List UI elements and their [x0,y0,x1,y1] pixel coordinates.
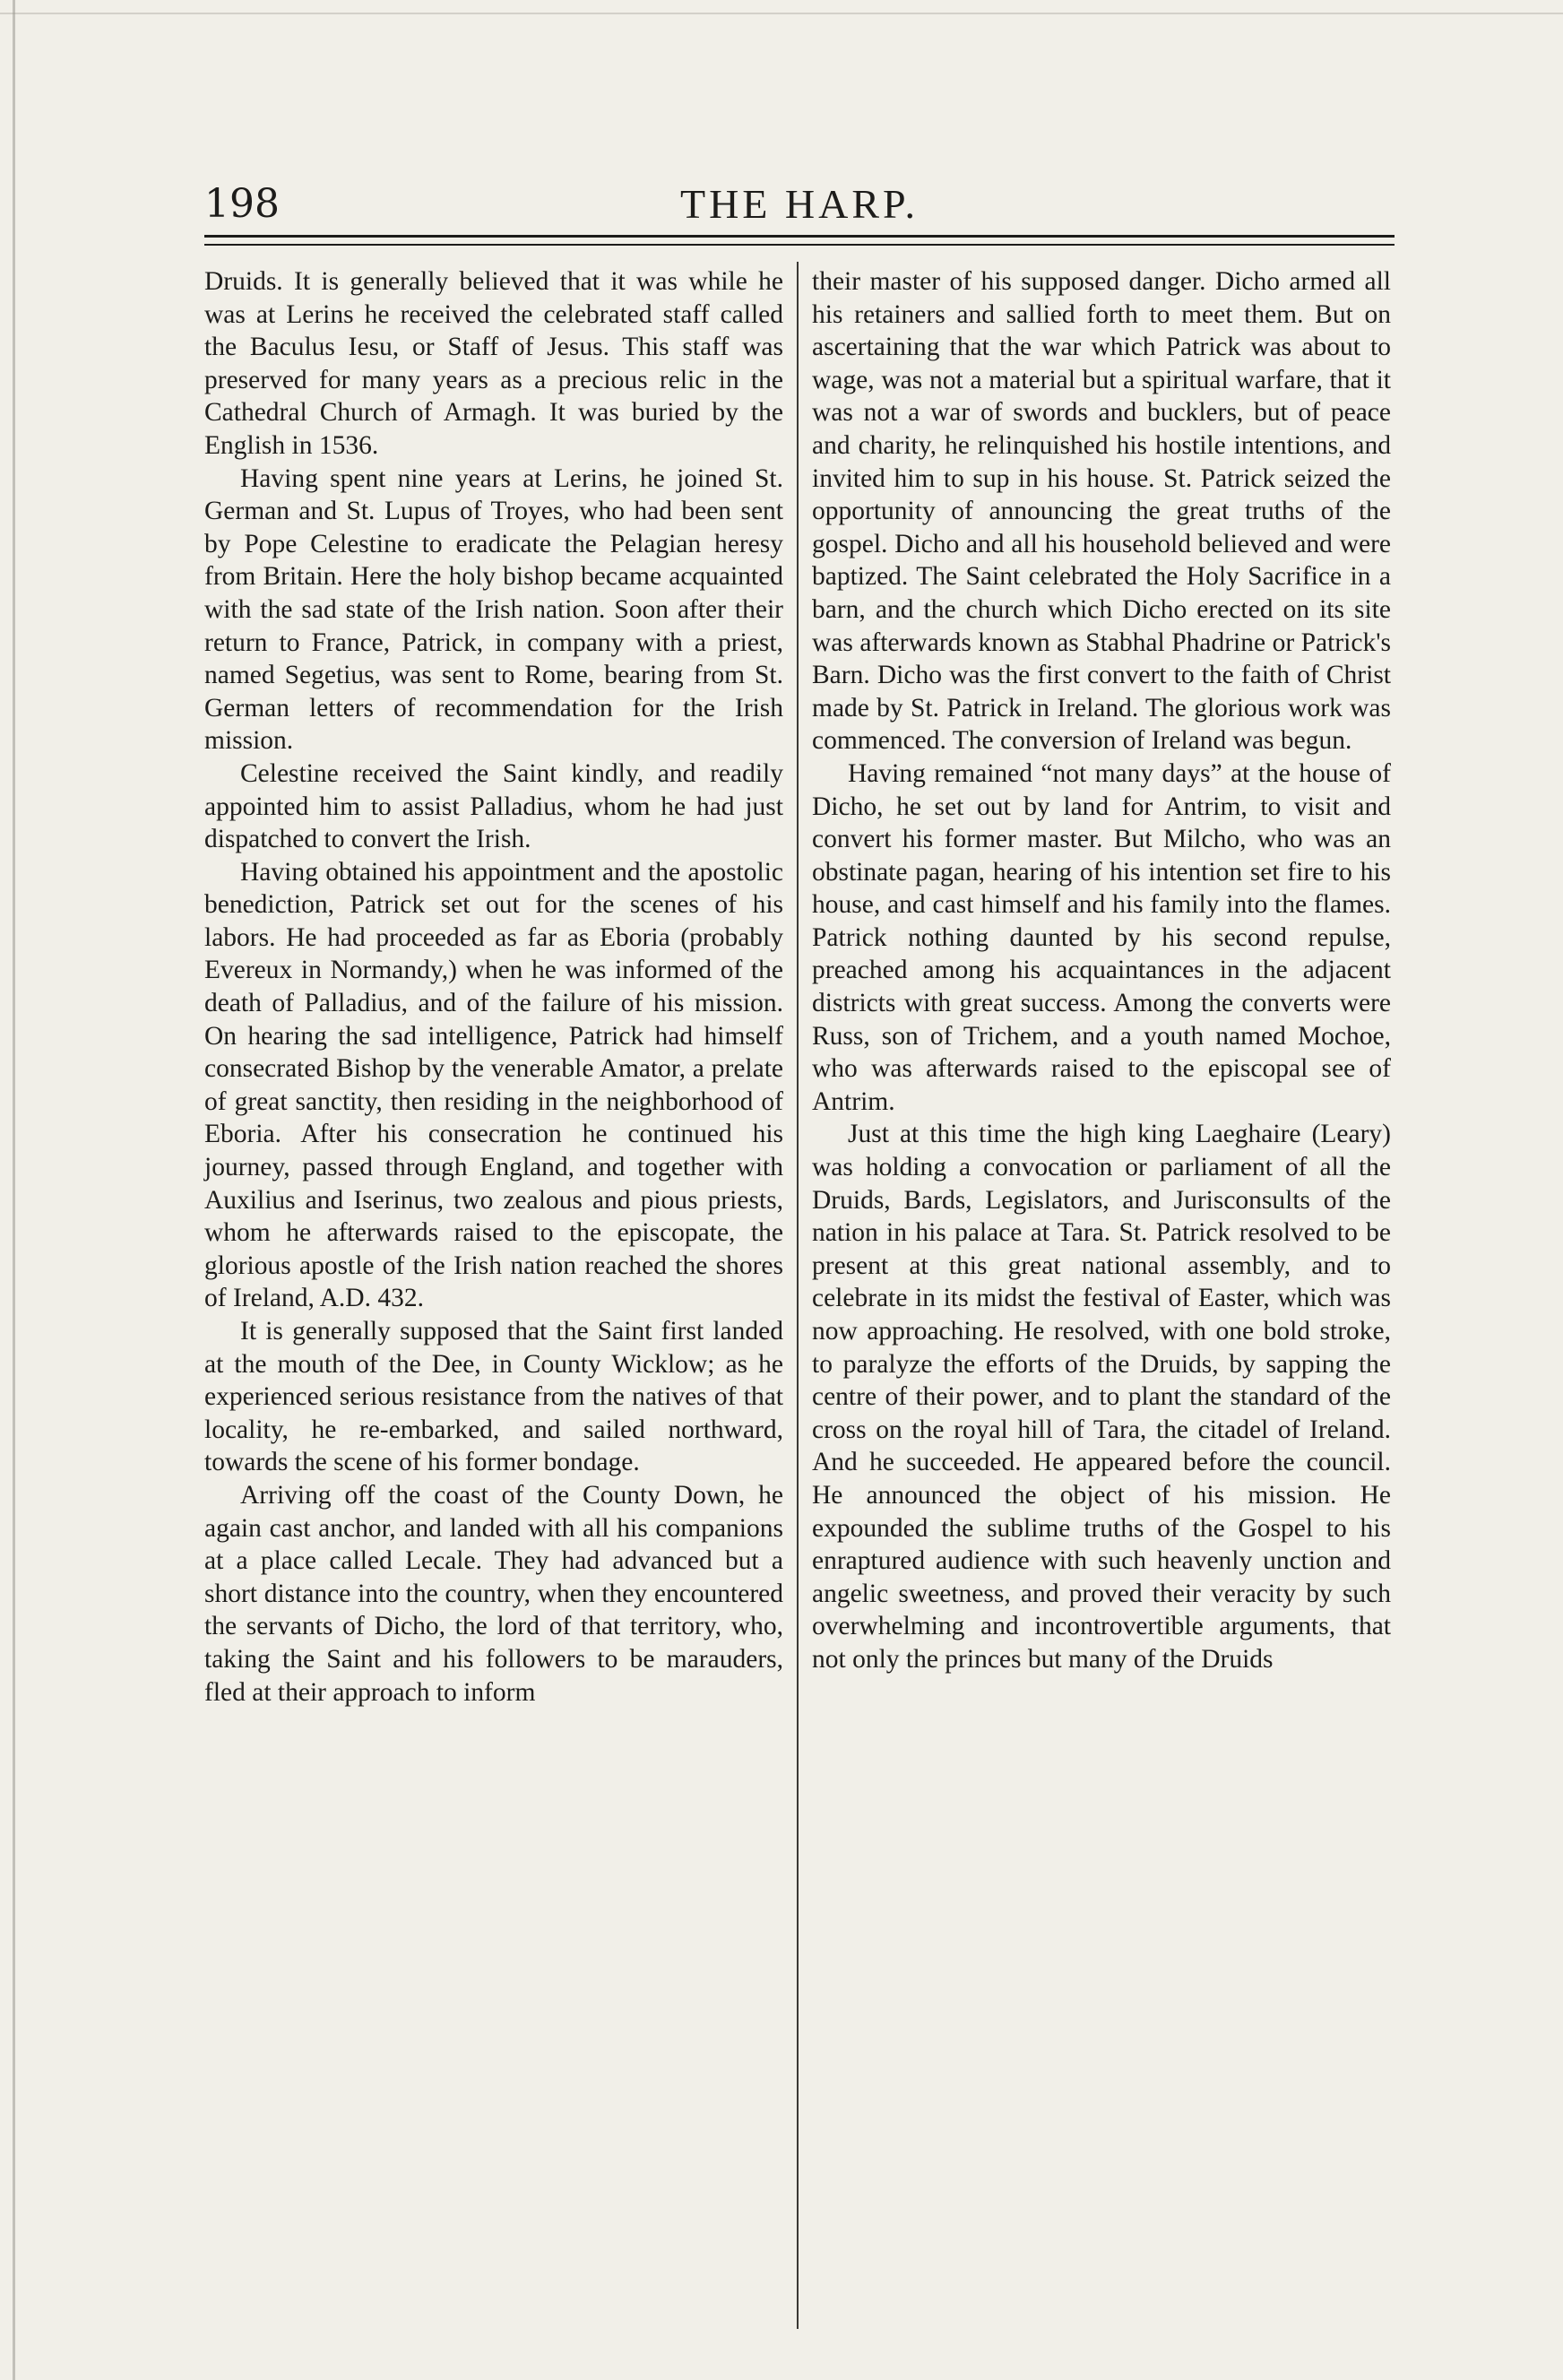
journal-title: THE HARP. [679,181,920,227]
paragraph: Druids. It is generally believed that it was while he was at Lerins he received the celebrated staff called the Baculus Iesu, or Staff of Jesus. This staff was preserved for many years as a precious relic in the Cathedral Church of Armagh. It was buried by the English in 1536. [204,267,783,460]
page-edge-top [0,13,1563,14]
header-rule-thick [204,235,1395,238]
paragraph: their master of his supposed danger. Dicho armed all his retainers and sallied forth to meet them. But on ascertaining that the war which Patrick was about to wage, was not a material but a spiritual warfare, that it was not a war of swords and bucklers, but of peace and charity, he relinquished his hostile intentions, and invited him to sup in his house. St. Patrick seized the opportunity of announcing the great truths of the gospel. Dicho and all his household believed and were baptized. The Saint celebrated the Holy Sacrifice in a barn, and the church which Dicho erected on its site was afterwards known as Stabhal Phadrine or Patrick's Barn. Dicho was the first convert to the faith of Christ made by St. Patrick in Ireland. The glorious work was commenced. The conversion of Ireland was begun. [812,267,1391,756]
right-column [812,265,1391,1676]
page-number: 198 [204,181,280,227]
column-divider [797,262,799,2329]
running-head [204,177,1395,235]
paragraph: Having remained “not many days” at the house of Dicho, he set out by land for Antrim, to visit and convert his former master. But Milcho, who was an obstinate pagan, hearing of his intention set fire to his house, and cast himself and his family into the flames. Patrick nothing daunted by his second repulse, preached among his acquaintances in the adjacent districts with great success. Among the converts were Russ, son of Trichem, and a youth named Mochoe, who was afterwards raised to the episcopal see of Antrim. [812,758,1391,1116]
paragraph: Celestine received the Saint kindly, and readily appointed him to assist Palladius, whom he had just dispatched to convert the Irish. [204,758,783,854]
paragraph: Having obtained his appointment and the apostolic benediction, Patrick set out for the scenes of his labors. He had proceeded as far as Eboria (probably Evereux in Normandy,) when he was informed of the death of Palladius, and of the failure of his mission. On hearing the sad intelligence, Patrick had himself consecrated Bishop by the venerable Amator, a prelate of great sanctity, then residing in the neighborhood of Eboria. After his consecration he continued his journey, passed through England, and together with Auxilius and Iserinus, two zealous and pious priests, whom he afterwards raised to the episcopate, the glorious apostle of the Irish nation reached the shores of Ireland, A.D. 432. [204,857,783,1313]
page-edge-left [13,0,15,2380]
paragraph: It is generally supposed that the Saint first landed at the mouth of the Dee, in County Wicklow; as he experienced serious resistance from the natives of that locality, he re-embarked, and sailed northward, towards the scene of his former bondage. [204,1317,783,1477]
paragraph: Just at this time the high king Laeghaire (Leary) was holding a convocation or parliament of all the Druids, Bards, Legislators, and Jurisconsults of the nation in his palace at Tara. St. Patrick resolved to be present at this great national assembly, and to celebrate in its midst the festival of Easter, which was now approaching. He resolved, with one bold stroke, to paralyze the efforts of the Druids, by sapping the centre of their power, and to plant the standard of the cross on the royal hill of Tara, the citadel of Ireland. And he succeeded. He appeared before the council. He announced the object of his mission. He expounded the sublime truths of the Gospel to his enraptured audience with such heavenly unction and angelic sweetness, and proved their veracity by such overwhelming and incontrovertible arguments, that not only the princes but many of the Druids [812,1120,1391,1674]
left-column [204,265,783,1709]
paragraph: Arriving off the coast of the County Down, he again cast anchor, and landed with all his companions at a place called Lecale. They had advanced but a short distance into the country, when they encountered the servants of Dicho, the lord of that territory, who, taking the Saint and his followers to be marauders, fled at their approach to inform [204,1480,783,1707]
paragraph: Having spent nine years at Lerins, he joined St. German and St. Lupus of Troyes, who had been sent by Pope Celestine to eradicate the Pelagian heresy from Britain. Here the holy bishop became acquainted with the sad state of the Irish nation. Soon after their return to France, Patrick, in company with a priest, named Segetius, was sent to Rome, bearing from St. German letters of recommendation for the Irish mission. [204,463,783,756]
header-rule-thin [204,244,1395,246]
